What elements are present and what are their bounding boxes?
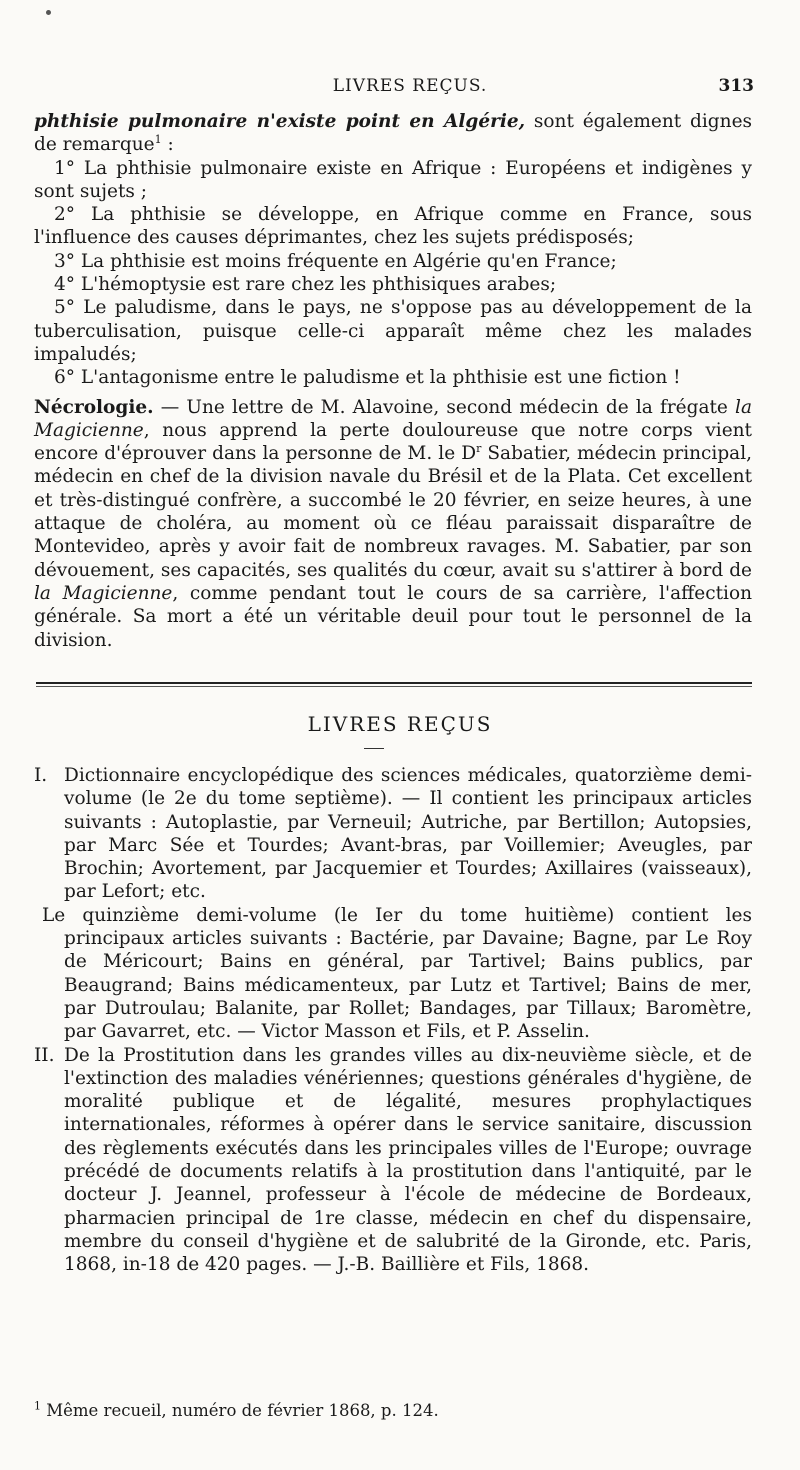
list-item [34, 1044, 752, 1277]
footnote [34, 1400, 752, 1422]
italic-lead: phthisie pulmonaire n'existe point en Algérie, [34, 111, 526, 132]
doctor-sup: r [476, 442, 482, 455]
books-list [34, 764, 752, 1277]
lead-end: : [161, 134, 174, 156]
running-title: LIVRES REÇUS. [332, 76, 488, 96]
lead-rest: sont également dignes de remarque [34, 111, 753, 156]
item-number: I. [34, 765, 48, 786]
item-text: Dictionnaire encyclopédique des sciences médicales, quatorzième demi-volume (le 2e du tome septième). — Il contient les principaux articles suivants : Autoplastie, par Verneuil; Autriche, par Bertillon; Autopsies, par Marc Sée et Tourdes; Avant-bras, par Voillemier; Aveugles, par Brochin; Avortement, par Jacquemier et Tourdes; Axillaires (vaisseaux), par Lefort; etc. [64, 765, 752, 903]
footnote-marker: 1 [34, 1399, 41, 1413]
conclusion-5: 5° Le paludisme, dans le pays, ne s'oppose pas au développement de la tuberculisation, puisque celle-ci apparaît même chez les malades impaludés; [34, 297, 752, 365]
necrology-text-4: , comme pendant tout le cours de sa carrière, l'affection générale. Sa mort a été un véritable deuil pour tout le personnel de la division. [34, 582, 752, 651]
print-speck [46, 10, 51, 15]
necrology-text-2: , nous apprend la perte douloureuse que notre corps vient encore d'éprouver dans la personne de M. le D [34, 419, 752, 465]
page-number: 313 [718, 76, 754, 96]
conclusion-4: 4° L'hémoptysie est rare chez les phthisiques arabes; [54, 274, 557, 296]
section-divider [36, 682, 752, 684]
list-item [34, 764, 752, 1044]
conclusion-1: 1° La phthisie pulmonaire existe en Afrique : Européens et indigènes y sont sujets ; [34, 157, 752, 202]
item-text: De la Prostitution dans les grandes villes au dix-neuvième siècle, et de l'extinction des maladies vénériennes; questions générales d'hygiène, de moralité publique et de légalité, mesures prophylactiques internationales, réformes à opérer dans le service sanitaire, discussion des règlements exécutés dans les principales villes de l'Europe; ouvrage précédé de documents relatifs à la prostitution dans l'antiquité, par le docteur J. Jeannel, professeur à l'école de médecine de Bordeaux, pharmacien principal de 1re classe, médecin en chef du dispensaire, membre du conseil d'hygiène et de salubrité de la Gironde, etc. Paris, 1868, in-18 de 420 pages. — J.-B. Baillière et Fils, 1868. [64, 1044, 752, 1276]
section-title: LIVRES REÇUS [307, 712, 493, 736]
title-dash [364, 748, 384, 749]
conclusion-2: 2° La phthisie se développe, en Afrique comme en France, sous l'influence des causes déprimantes, chez les sujets prédisposés; [34, 204, 752, 249]
ship-name-1: la Magicienne [34, 396, 752, 441]
section-divider-thin [36, 686, 752, 687]
item-number: II. [34, 1044, 55, 1066]
necrology-heading: Nécrologie. [34, 396, 154, 418]
item-continuation: Le quinzième demi-volume (le Ier du tome huitième) contient les principaux articles suivants : Bactérie, par Davaine; Bagne, par Le Roy de Méricourt; Bains en général, par Tartivel; Bains publics, par Beaugrand; Bains médicamenteux, par Lutz et Tartivel; Bains de mer, par Dutroulau; Balanite, par Rollet; Bandages, par Tillaux; Baromètre, par Gavarret, etc. — Victor Masson et Fils, et P. Asselin. [42, 904, 752, 1043]
footnote-text: Même recueil, numéro de février 1868, p. 124. [41, 1401, 439, 1420]
necrology-text-3: Sabatier, médecin principal, médecin en chef de la division navale du Brésil et de la Plata. Cet excellent et très-distingué confrère, a succombé le 20 février, en seize heures, à une attaque de choléra, au moment où ce fléau paraissait disparaître de Montevideo, après y avoir fait de nombreux ravages. M. Sabatier, par son dévouement, ses capacités, ses qualités du cœur, avait su s'attirer à bord de [34, 443, 753, 581]
footnote-ref: 1 [154, 133, 162, 147]
top-text-block [34, 110, 752, 652]
conclusion-3: 3° La phthisie est moins fréquente en Algérie qu'en France; [54, 250, 617, 272]
intro-paragraph [34, 110, 752, 157]
necrology-text-1: — Une lettre de M. Alavoine, second médecin de la frégate [153, 396, 736, 418]
conclusion-6: 6° L'antagonisme entre le paludisme et la phthisie est une fiction ! [54, 367, 681, 389]
necrology-paragraph [34, 396, 752, 652]
running-head [60, 76, 760, 102]
ship-name-2: la Magicienne [34, 582, 173, 604]
